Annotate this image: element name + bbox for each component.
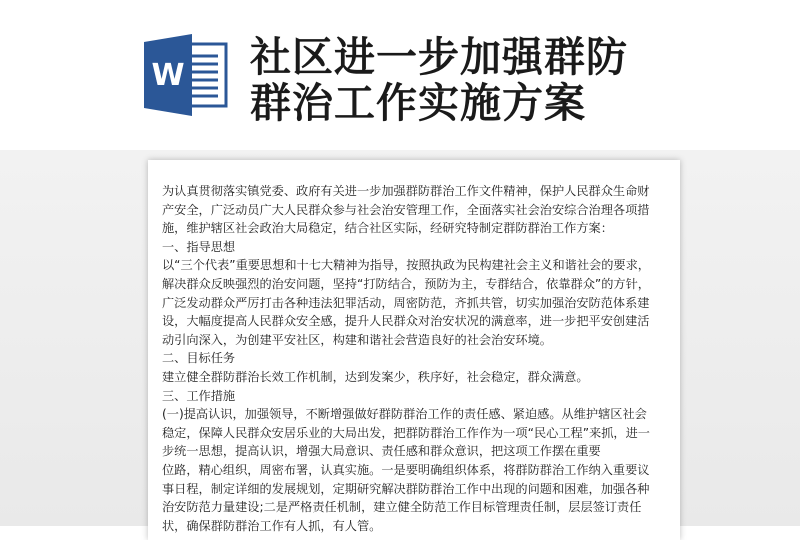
document-body — [162, 182, 668, 535]
header — [0, 0, 800, 150]
body-line: 广泛发动群众严厉打击各种违法犯罪活动，周密防范，齐抓共管，切实加强治安防范体系建 — [162, 295, 650, 310]
body-line: 状，确保群防群治工作有人抓，有人管。 — [162, 518, 382, 533]
body-line: 稳定，保障人民群众安居乐业的大局出发，把群防群治工作作为一项“民心工程”来抓，进一 — [162, 425, 650, 440]
body-line: 建立健全群防群治长效工作机制，达到发案少，秩序好，社会稳定，群众满意。 — [162, 369, 589, 384]
body-line: 步统一思想，提高认识，增强大局意识、责任感和群众意识，把这项工作摆在重要 — [162, 444, 601, 459]
section-heading: 三、工作措施 — [162, 388, 236, 403]
body-line: 设，大幅度提高人民群众安全感，提升人民群众对治安状况的满意率，进一步把平安创建活 — [162, 314, 650, 329]
body-line: 解决群众反映强烈的治安问题，坚持“打防结合，预防为主，专群结合，依靠群众”的方针， — [162, 276, 650, 291]
body-line: 为认真贯彻落实镇党委、政府有关进一步加强群防群治工作文件精神，保护人民群众生命财 — [162, 184, 650, 198]
body-line: 事日程，制定详细的发展规划，定期研究解决群防群治工作中出现的问题和困难，加强各种 — [162, 481, 650, 496]
title-line-2: 群治工作实施方案 — [250, 79, 586, 127]
body-line: 动引向深入，为创建平安社区，构建和谐社会营造良好的社会治安环境。 — [162, 332, 552, 347]
body-line: (一)提高认识，加强领导，不断增强做好群防群治工作的责任感、紧迫感。从维护辖区社会 — [162, 407, 647, 422]
word-document-icon — [140, 34, 230, 116]
body-line: 产安全，广泛动员广大人民群众参与社会治安管理工作，全面落实社会治安综合治理各项措 — [162, 202, 650, 217]
title-line-1: 社区进一步加强群防 — [250, 33, 628, 81]
body-line: 施，维护辖区社会政治大局稳定，结合社区实际，经研究特制定群防群治工作方案： — [162, 221, 613, 236]
section-heading: 一、指导思想 — [162, 239, 236, 254]
body-line: 以“三个代表”重要思想和十七大精神为指导，按照执政为民构建社会主义和谐社会的要求， — [162, 258, 650, 273]
body-line: 位路，精心组织，周密布署，认真实施。一是要明确组织体系，将群防群治工作纳入重要议 — [162, 462, 650, 477]
body-line: 治安防范力量建设;二是严格责任机制，建立健全防范工作目标管理责任制，层层签订责任 — [162, 500, 642, 515]
word-icon-letter: W — [151, 58, 185, 93]
section-heading: 二、目标任务 — [162, 351, 236, 366]
document-title — [250, 34, 790, 126]
document-page — [148, 160, 680, 540]
